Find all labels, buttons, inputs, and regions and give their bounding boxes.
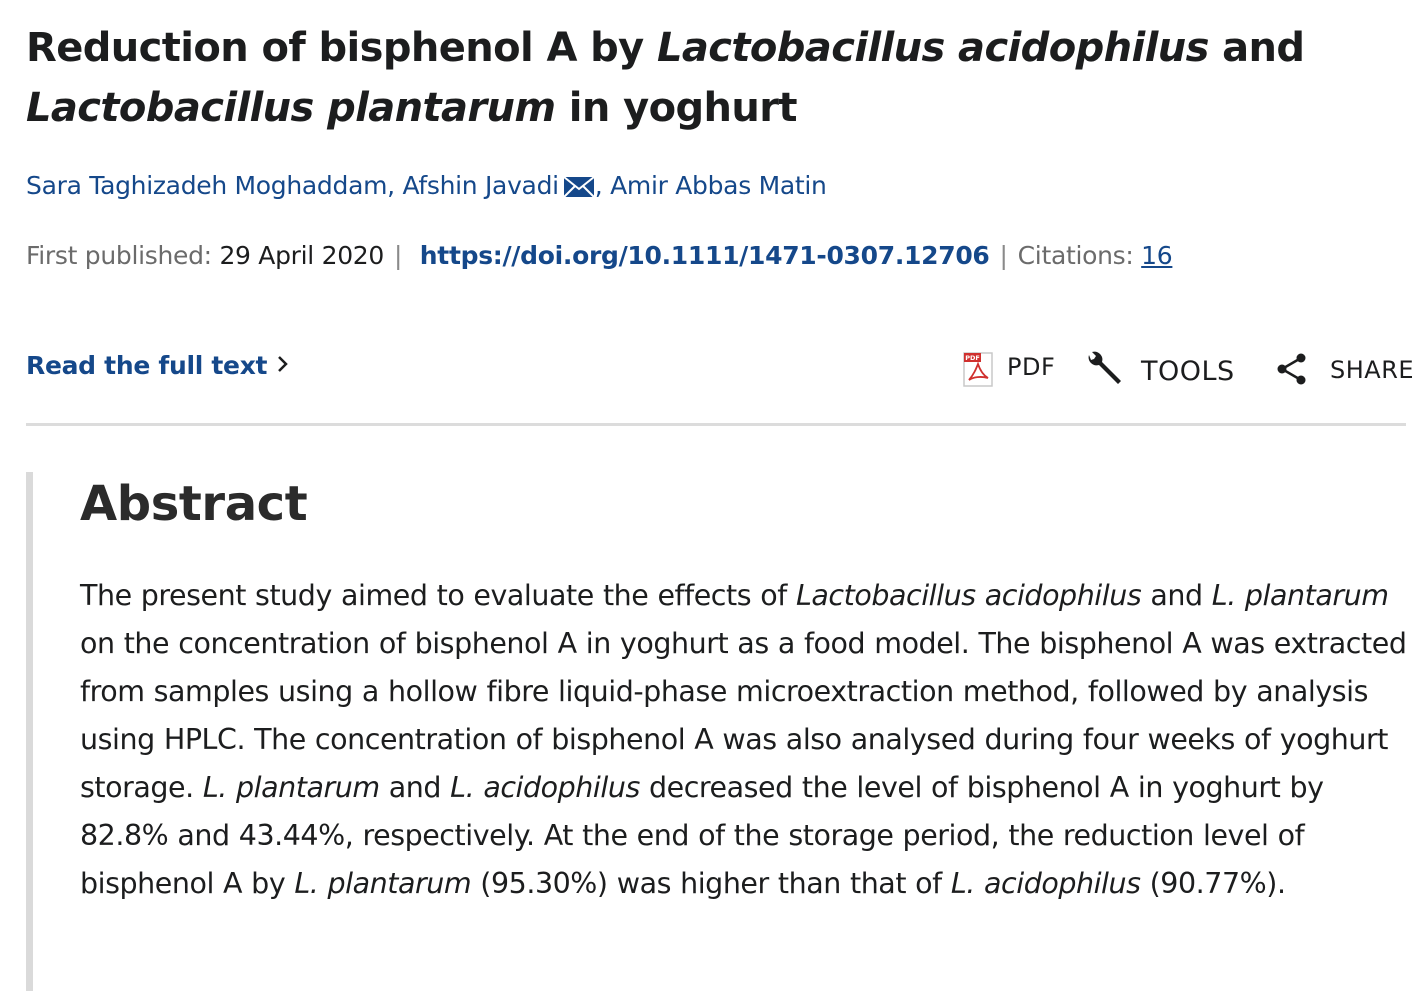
wrench-icon [1085, 350, 1125, 388]
title-part-3: in yoghurt [555, 85, 797, 131]
pdf-icon [963, 352, 995, 388]
title-part-2: and [1208, 25, 1305, 71]
article-title [26, 18, 1396, 138]
chevron-right-icon [277, 355, 289, 373]
meta-divider: | [999, 241, 1008, 270]
read-full-text-link[interactable] [26, 348, 289, 384]
abstract-section [26, 472, 1413, 991]
pdf-label: PDF [1007, 353, 1056, 381]
read-full-text-label: Read the full text [26, 351, 268, 380]
author-list [26, 168, 827, 204]
share-icon [1276, 352, 1308, 386]
citations-count-link[interactable]: 16 [1141, 241, 1173, 270]
abstract-text-segment: The present study aimed to evaluate the effects of [80, 579, 796, 612]
author-separator: , [594, 171, 603, 200]
abstract-species: Lactobacillus acidophilus [795, 579, 1142, 612]
abstract-species: L. acidophilus [950, 867, 1141, 900]
first-published-label: First published: [26, 241, 212, 270]
author-link-2[interactable]: Afshin Javadi [402, 171, 559, 200]
pdf-button[interactable] [963, 352, 1055, 388]
author-link-3[interactable]: Amir Abbas Matin [610, 171, 827, 200]
title-species-2: Lactobacillus plantarum [26, 85, 556, 131]
pdf-badge-text: PDF [965, 354, 980, 362]
abstract-text-segment: and [379, 771, 451, 804]
abstract-text-segment: (95.30%) was higher than that of [471, 867, 951, 900]
share-button[interactable] [1276, 352, 1414, 386]
title-species-1: Lactobacillus acidophilus [656, 25, 1209, 71]
abstract-heading: Abstract [80, 476, 308, 532]
abstract-species: L. acidophilus [450, 771, 640, 804]
mail-icon[interactable] [563, 176, 595, 198]
doi-link[interactable]: https://doi.org/10.1111/1471-0307.12706 [419, 241, 990, 270]
abstract-species: L. plantarum [1211, 579, 1389, 612]
share-label: SHARE [1330, 356, 1415, 384]
abstract-text [80, 572, 1410, 908]
abstract-text-segment: on the concentration of bisphenol A in yoghurt as a food model. The bisphenol A was extracted from samples using a hollow fibre liquid-phase microextraction method, followed by analysis using HPLC. The concentration of bisphenol A was also analysed during four weeks of yoghurt storage. [80, 627, 1407, 804]
abstract-species: L. plantarum [294, 867, 472, 900]
author-link-1[interactable]: Sara Taghizadeh Moghaddam [26, 171, 388, 200]
title-part-1: Reduction of bisphenol A by [26, 25, 657, 71]
abstract-text-segment: decreased the level of bisphenol A in yoghurt by 82.8% and 43.44%, respectively. At the end of the storage period, the reduction level of bisphenol A by [80, 771, 1324, 900]
section-divider [26, 423, 1406, 426]
meta-divider: | [394, 241, 403, 270]
tools-label: TOOLS [1141, 355, 1235, 387]
author-separator: , [387, 171, 395, 200]
citations-label: Citations: [1017, 241, 1134, 270]
first-published-date: 29 April 2020 [219, 241, 385, 270]
publication-meta [26, 238, 1172, 274]
tools-button[interactable] [1085, 350, 1235, 388]
abstract-text-segment: and [1141, 579, 1212, 612]
abstract-text-segment: (90.77%). [1140, 867, 1286, 900]
abstract-species: L. plantarum [202, 771, 380, 804]
